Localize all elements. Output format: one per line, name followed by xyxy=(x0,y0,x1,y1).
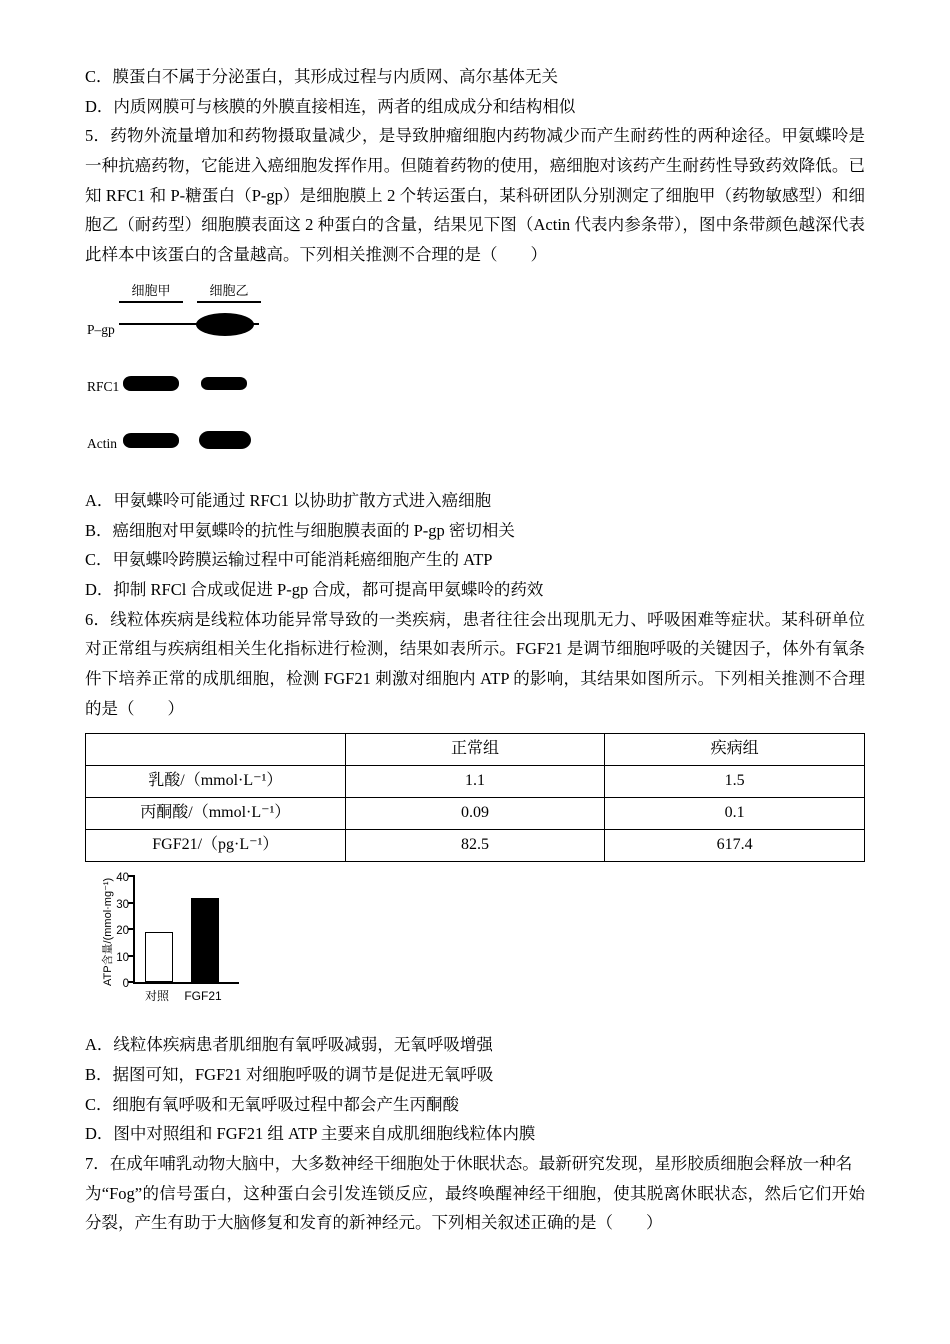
q6-table-corner-cell xyxy=(86,734,346,766)
q6-table-row-fgf21 xyxy=(86,830,865,862)
chart-y-tick-mark xyxy=(128,902,135,904)
q5-option-c: C．甲氨蝶呤跨膜运输过程中可能消耗癌细胞产生的 ATP xyxy=(85,550,493,570)
chart-bar-FGF21 xyxy=(191,898,219,983)
blot-row xyxy=(87,367,407,424)
q6-option-b: B．据图可知，FGF21 对细胞呼吸的调节是促进无氧呼吸 xyxy=(85,1065,494,1084)
q7-stem-part2: 为“Fog”的信号蛋白，这种蛋白会引发连锁反应，最终唤醒神经干细胞，使其脱离休眠状态，然后它们开始分裂，产生有助于大脑修复和发育的新神经元。下列相关叙述正确的是（ ） xyxy=(85,1183,865,1233)
chart-y-tick-label: 40 xyxy=(116,872,129,885)
chart-y-tick-label: 30 xyxy=(116,898,129,911)
blot-band-blob xyxy=(196,313,254,336)
q6-table-cell: 1.5 xyxy=(605,766,865,798)
chart-y-tick-mark xyxy=(128,955,135,957)
q6-table-row-lactate xyxy=(86,766,865,798)
q6-table-col-header-normal: 正常组 xyxy=(345,734,605,766)
q6-table-row-label: 丙酮酸/（mmol·L⁻¹） xyxy=(86,798,346,830)
q6-table-cell: 0.09 xyxy=(345,798,605,830)
chart-bar-对照 xyxy=(145,932,173,982)
q5-western-blot-figure xyxy=(87,282,407,480)
q7-stem-part1: 7．在成年哺乳动物大脑中，大多数神经干细胞处于休眠状态。最新研究发现，星形胶质细胞会释放一种名 xyxy=(85,1154,853,1174)
blot-band-strong xyxy=(123,433,179,448)
q6-option-a: A．线粒体疾病患者肌细胞有氧呼吸减弱，无氧呼吸增强 xyxy=(85,1035,493,1055)
blot-rows xyxy=(87,310,407,481)
chart-y-tick-mark xyxy=(128,981,135,983)
blot-row xyxy=(87,424,407,481)
blot-band-medium xyxy=(201,377,247,390)
blot-col-header-cell-a: 细胞甲 xyxy=(119,282,183,304)
chart-plot-area xyxy=(133,876,239,984)
q6-table-row-pyruvate xyxy=(86,798,865,830)
q6-table-col-header-disease: 疾病组 xyxy=(605,734,865,766)
q6-table-row-label: 乳酸/（mmol·L⁻¹） xyxy=(86,766,346,798)
q6-table-cell: 617.4 xyxy=(605,830,865,862)
chart-y-tick-label: 20 xyxy=(116,925,129,938)
q6-option-c: C．细胞有氧呼吸和无氧呼吸过程中都会产生丙酮酸 xyxy=(85,1094,460,1114)
q5-option-a: A．甲氨蝶呤可能通过 RFC1 以协助扩散方式进入癌细胞 xyxy=(85,490,492,510)
blot-row-label: Actin xyxy=(87,435,117,451)
q5-option-d: D．抑制 RFCl 合成或促进 P-gp 合成，都可提高甲氨蝶呤的药效 xyxy=(85,579,544,599)
q6-table-cell: 0.1 xyxy=(605,798,865,830)
q4-option-c: C．膜蛋白不属于分泌蛋白，其形成过程与内质网、高尔基体无关 xyxy=(85,67,559,86)
q6-data-table xyxy=(85,733,865,862)
chart-y-tick-label: 0 xyxy=(122,978,129,991)
blot-band-strong xyxy=(123,376,179,391)
chart-x-tick-label: FGF21 xyxy=(184,989,222,1004)
chart-x-tick-label: 对照 xyxy=(144,989,169,1004)
q5-option-b: B．癌细胞对甲氨蝶呤的抗性与细胞膜表面的 P-gp 密切相关 xyxy=(85,520,515,540)
q6-table-cell: 1.1 xyxy=(345,766,605,798)
chart-y-tick-label: 10 xyxy=(116,951,129,964)
q6-table-header-row xyxy=(86,734,865,766)
q5-stem: 5．药物外流量增加和药物摄取量减少，是导致肿瘤细胞内药物减少而产生耐药性的两种途径。甲氨蝶呤是一种抗癌药物，它能进入癌细胞发挥作用。但随着药物的使用，癌细胞对该药产生耐药性导致药效降低。已知 RFC1 和 P-糖蛋白（P-gp）是细胞膜上 2 个转运蛋白，某科研团队分别测定了细胞甲（药物敏感型）和细胞乙（耐药型）细胞膜表面这 2 种蛋白的含量，结果见下图（Actin 代表内参条带），图中条带颜色越深代表此样本中该蛋白的含量越高。下列相关推测不合理的是（ ） xyxy=(85,126,865,265)
q6-table-cell: 82.5 xyxy=(345,830,605,862)
q6-option-d: D．图中对照组和 FGF21 组 ATP 主要来自成肌细胞线粒体内膜 xyxy=(85,1124,536,1144)
chart-y-tick-mark xyxy=(128,928,135,930)
q6-atp-bar-chart xyxy=(85,870,385,1020)
blot-row-label: P–gp xyxy=(87,321,115,337)
blot-col-header-cell-b: 细胞乙 xyxy=(197,282,261,304)
q6-table-row-label: FGF21/（pg·L⁻¹） xyxy=(86,830,346,862)
blot-row-label: RFC1 xyxy=(87,378,120,394)
blot-column-headers xyxy=(119,282,261,304)
blot-row xyxy=(87,310,407,367)
chart-y-axis-label: ATP含量/(mmol·mg⁻¹) xyxy=(102,878,115,987)
q4-option-d: D．内质网膜可与核膜的外膜直接相连，两者的组成成分和结构相似 xyxy=(85,96,576,116)
blot-band-thick xyxy=(199,431,251,449)
q6-stem: 6．线粒体疾病是线粒体功能异常导致的一类疾病，患者往往会出现肌无力、呼吸困难等症状。某科研单位对正常组与疾病组相关生化指标进行检测，结果如表所示。FGF21 是调节细胞呼吸的关键因子，体外有氧条件下培养正常的成肌细胞，检测 FGF21 刺激对细胞内 ATP 的影响，其结果如图所示。下列相关推测不合理的是（ ） xyxy=(85,609,865,718)
chart-y-tick-mark xyxy=(128,875,135,877)
